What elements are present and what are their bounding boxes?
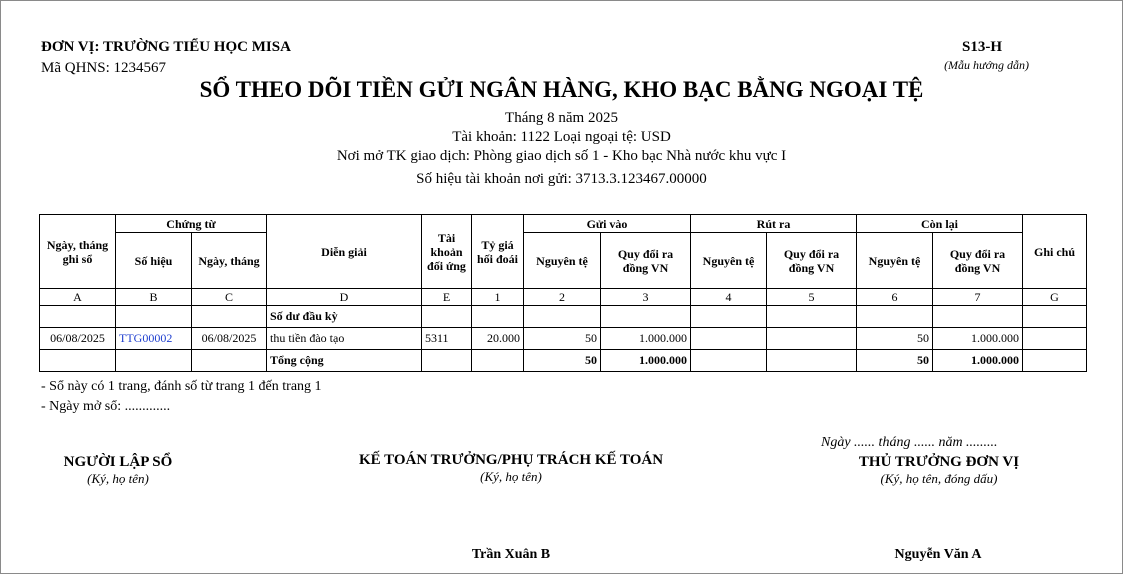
row-description: thu tiền đào tạo	[267, 328, 422, 350]
preparer-title: NGƯỜI LẬP SỔ	[63, 454, 173, 470]
code-cell: B	[116, 289, 192, 306]
row-balance-original: 50	[857, 328, 933, 350]
code-cell: 2	[524, 289, 601, 306]
total-label: Tổng cộng	[267, 350, 422, 372]
row-deposit-original: 50	[524, 328, 601, 350]
table-row	[40, 328, 1087, 350]
col-voucher: Chứng từ	[116, 215, 267, 233]
page-count-note: - Sổ này có 1 trang, đánh số từ trang 1 đến trang 1	[41, 379, 322, 394]
row-deposit-vnd: 1.000.000	[601, 328, 691, 350]
accountant-signature-block	[331, 452, 691, 485]
accountant-title: KẾ TOÁN TRƯỞNG/PHỤ TRÁCH KẾ TOÁN	[358, 452, 664, 468]
col-rate: Tỷ giá hối đoái	[472, 215, 524, 289]
head-subtitle: (Ký, họ tên, đóng dấu)	[880, 471, 998, 486]
form-note: (Mẫu hướng dẫn)	[944, 58, 1029, 72]
code-cell: 3	[601, 289, 691, 306]
code-cell: C	[192, 289, 267, 306]
col-deposit-converted: Quy đổi ra đồng VN	[601, 233, 691, 289]
total-balance-original: 50	[857, 350, 933, 372]
total-deposit-vnd: 1.000.000	[601, 350, 691, 372]
account-number-line: Số hiệu tài khoản nơi gửi: 3713.3.123467.00000	[416, 171, 707, 187]
col-voucher-no: Số hiệu	[116, 233, 192, 289]
col-deposit: Gửi vào	[524, 215, 691, 233]
head-title: THỦ TRƯỞNG ĐƠN VỊ	[858, 454, 1020, 470]
col-voucher-date: Ngày, tháng	[192, 233, 267, 289]
signature-date-line: Ngày ...... tháng ...... năm .........	[821, 435, 998, 450]
qhns-code: Mã QHNS: 1234567	[41, 60, 167, 76]
col-withdraw: Rút ra	[691, 215, 857, 233]
preparer-subtitle: (Ký, họ tên)	[87, 471, 149, 486]
voucher-link[interactable]: TTG00002	[116, 328, 192, 350]
col-date: Ngày, tháng ghi sổ	[40, 215, 116, 289]
col-description: Diễn giải	[267, 215, 422, 289]
col-account: Tài khoản đối ứng	[422, 215, 472, 289]
code-cell: 1	[472, 289, 524, 306]
column-code-row	[40, 289, 1087, 306]
col-withdraw-original: Nguyên tệ	[691, 233, 767, 289]
col-withdraw-converted: Quy đổi ra đồng VN	[767, 233, 857, 289]
code-cell: 5	[767, 289, 857, 306]
row-voucher-date: 06/08/2025	[192, 328, 267, 350]
ledger-table	[39, 214, 1087, 372]
total-balance-vnd: 1.000.000	[933, 350, 1023, 372]
accountant-name: Trần Xuân B	[471, 547, 551, 562]
code-cell: 7	[933, 289, 1023, 306]
col-balance: Còn lại	[857, 215, 1023, 233]
total-row	[40, 350, 1087, 372]
accountant-subtitle: (Ký, họ tên)	[480, 469, 542, 484]
period-line: Tháng 8 năm 2025	[505, 110, 618, 126]
header-row-2	[40, 233, 1087, 289]
head-signature-block	[819, 454, 1059, 487]
head-name: Nguyễn Văn A	[894, 547, 982, 562]
row-account: 5311	[422, 328, 472, 350]
code-cell: 4	[691, 289, 767, 306]
open-date-note: - Ngày mở sổ: .............	[41, 399, 171, 414]
opening-balance-row	[40, 306, 1087, 328]
account-line: Tài khoản: 1122 Loại ngoại tệ: USD	[452, 129, 671, 145]
row-date: 06/08/2025	[40, 328, 116, 350]
total-deposit-original: 50	[524, 350, 601, 372]
col-balance-original: Nguyên tệ	[857, 233, 933, 289]
col-balance-converted: Quy đổi ra đồng VN	[933, 233, 1023, 289]
report-title: SỔ THEO DÕI TIỀN GỬI NGÂN HÀNG, KHO BẠC BẰNG NGOẠI TỆ	[199, 77, 924, 102]
unit-name: ĐƠN VỊ: TRƯỜNG TIỂU HỌC MISA	[41, 39, 291, 55]
form-code: S13-H	[961, 39, 1002, 55]
code-cell: A	[40, 289, 116, 306]
code-cell: G	[1023, 289, 1087, 306]
opening-balance-label: Số dư đầu kỳ	[267, 306, 422, 328]
place-line: Nơi mở TK giao dịch: Phòng giao dịch số 1 - Kho bạc Nhà nước khu vực I	[336, 148, 787, 164]
code-cell: D	[267, 289, 422, 306]
col-deposit-original: Nguyên tệ	[524, 233, 601, 289]
code-cell: E	[422, 289, 472, 306]
preparer-signature-block	[33, 454, 203, 487]
row-balance-vnd: 1.000.000	[933, 328, 1023, 350]
header-row-1	[40, 215, 1087, 233]
code-cell: 6	[857, 289, 933, 306]
row-rate: 20.000	[472, 328, 524, 350]
col-note: Ghi chú	[1023, 215, 1087, 289]
